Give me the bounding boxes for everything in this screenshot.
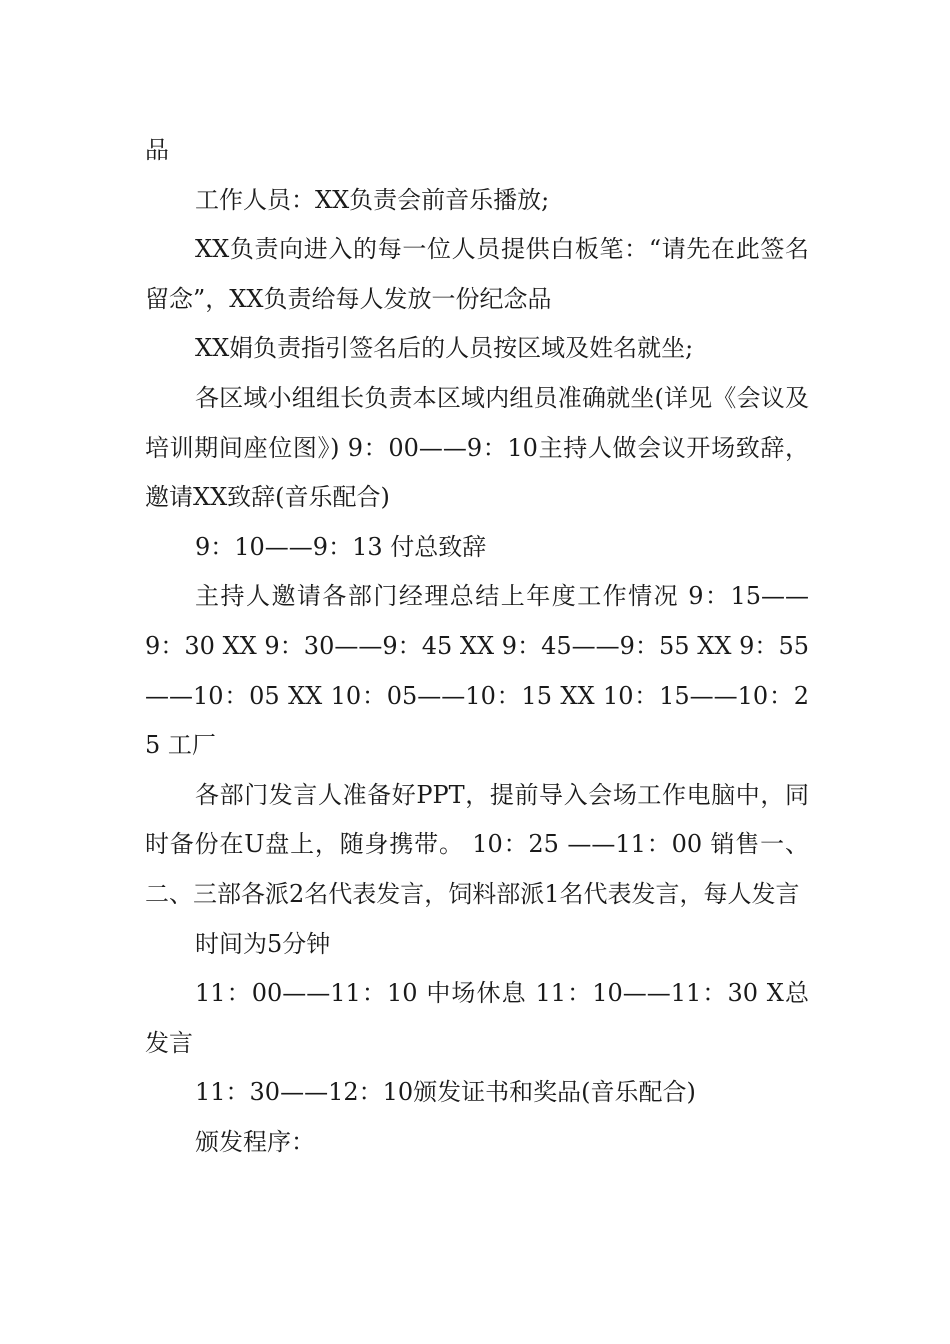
paragraph: 工作人员：XX负责会前音乐播放; bbox=[195, 185, 550, 214]
paragraph: 11：00——11：10 中场休息 11：10——11：30 X总发言 bbox=[145, 979, 809, 1057]
paragraph: 品 bbox=[145, 136, 169, 164]
paragraph: 颁发程序： bbox=[195, 1127, 315, 1156]
paragraph: 11：30——12：10颁发证书和奖品(音乐配合) bbox=[195, 1078, 696, 1107]
paragraph: 主持人邀请各部门经理总结上年度工作情况 9：15——9：30 XX 9：30——9：45 XX 9：45——9：55 XX 9：55——10：05 XX 10：05——10：15 XX 10：15——10：25 工厂 bbox=[145, 582, 809, 760]
paragraph: 各部门发言人准备好PPT，提前导入会场工作电脑中，同时备份在U盘上，随身携带。 10：25 ——11：00 销售一、二、三部各派2名代表发言，饲料部派1名代表发言，每人发言 bbox=[145, 780, 809, 908]
paragraph: 时间为5分钟 bbox=[195, 929, 331, 958]
paragraph: 9：10——9：13 付总致辞 bbox=[195, 532, 487, 561]
document-body bbox=[145, 126, 809, 1167]
paragraph: XX娟负责指引签名后的人员按区域及姓名就坐; bbox=[195, 334, 694, 363]
paragraph: 各区域小组组长负责本区域内组员准确就坐(详见《会议及培训期间座位图》) 9：00——9：10主持人做会议开场致辞，邀请XX致辞(音乐配合) bbox=[145, 383, 809, 512]
paragraph: XX负责向进入的每一位人员提供白板笔：“请先在此签名留念”，XX负责给每人发放一份纪念品 bbox=[145, 235, 809, 313]
